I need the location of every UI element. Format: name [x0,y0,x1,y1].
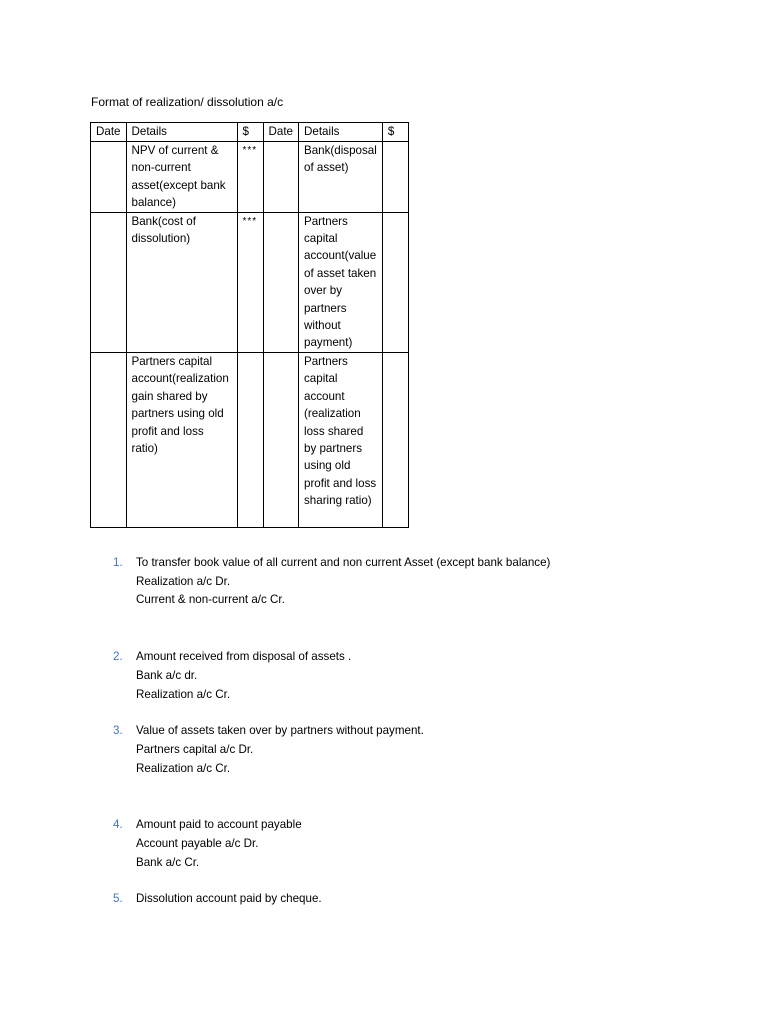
credit-amount-cell [382,142,408,213]
debit-amount-cell: *** [237,212,263,352]
debit-details-cell: Bank(cost of dissolution) [126,212,237,352]
list-number: 5. [113,892,123,906]
credit-date-cell [263,142,299,213]
entry-credit: Realization a/c Cr. [136,761,231,775]
table-row [91,352,409,527]
header-details-credit: Details [299,123,383,142]
credit-date-cell [263,352,299,527]
debit-date-cell [91,142,127,213]
entry-description: Amount received from disposal of assets . [136,650,352,664]
credit-details-cell: Partners capital account(value of asset taken over by partners without payment) [299,212,383,352]
credit-date-cell [263,212,299,352]
table-row [91,212,409,352]
table-row [91,142,409,213]
entry-credit: Bank a/c Cr. [136,855,200,869]
entry-debit: Partners capital a/c Dr. [136,742,254,756]
list-number: 3. [113,724,123,738]
entry-description: To transfer book value of all current and non current Asset (except bank balance) [136,556,551,569]
list-item [91,722,711,778]
debit-date-cell [91,212,127,352]
header-date-debit: Date [91,123,127,142]
header-date-credit: Date [263,123,299,142]
list-item [91,890,711,909]
entry-debit: Realization a/c Dr. [136,574,231,588]
header-amount-debit: $ [237,123,263,142]
entry-description: Dissolution account paid by cheque. [136,892,322,906]
debit-date-cell [91,352,127,527]
document-title: Format of realization/ dissolution a/c [91,95,284,109]
credit-details-cell: Partners capital account (realization loss shared by partners using old profit and loss sharing ratio) [299,352,383,527]
list-number: 4. [113,818,123,832]
list-item [91,648,711,704]
list-item [91,554,711,610]
entry-description: Value of assets taken over by partners without payment. [136,724,424,738]
debit-details-cell: NPV of current & non-current asset(except bank balance) [126,142,237,213]
entry-credit: Current & non-current a/c Cr. [136,593,285,607]
debit-details-cell: Partners capital account(realization gain shared by partners using old profit and loss ratio) [126,352,237,527]
realization-account-table [90,122,409,528]
debit-amount-cell: *** [237,142,263,213]
entry-debit: Account payable a/c Dr. [136,837,259,851]
entry-description: Amount paid to account payable [136,818,302,832]
entry-debit: Bank a/c dr. [136,668,198,682]
header-details-debit: Details [126,123,237,142]
list-item [91,816,711,872]
credit-amount-cell [382,352,408,527]
debit-amount-cell [237,352,263,527]
table-header-row [91,123,409,142]
header-amount-credit: $ [382,123,408,142]
list-number: 2. [113,650,123,664]
entry-credit: Realization a/c Cr. [136,687,231,701]
credit-details-cell: Bank(disposal of asset) [299,142,383,213]
list-number: 1. [113,556,123,569]
credit-amount-cell [382,212,408,352]
journal-entry-list [91,554,711,909]
